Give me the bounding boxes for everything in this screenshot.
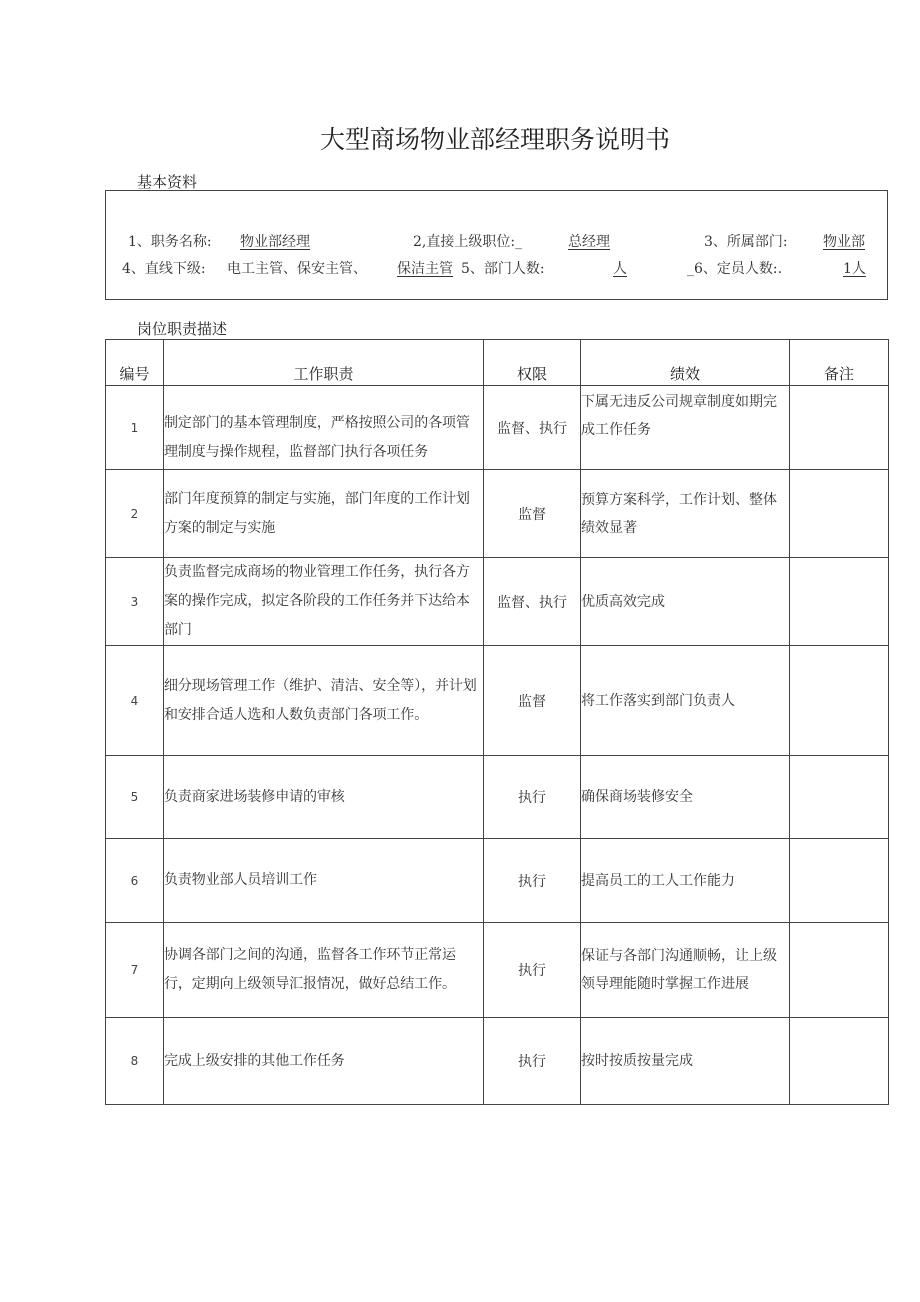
table-row — [106, 923, 889, 1018]
row-performance: 提高员工的工人工作能力 — [581, 839, 790, 923]
table-row — [106, 558, 889, 646]
row-remarks — [790, 558, 889, 646]
row-number: 7 — [106, 923, 164, 1018]
position-name-value: 物业部经理 — [240, 234, 310, 250]
subordinates-label: 4、直线下级: — [122, 261, 206, 277]
row-number: 3 — [106, 558, 164, 646]
row-authority: 执行 — [484, 839, 581, 923]
row-performance: 保证与各部门沟通顺畅，让上级领导理能随时掌握工作进展 — [581, 923, 790, 1018]
row-remarks — [790, 839, 889, 923]
basic-info-box — [105, 190, 888, 300]
row-number: 5 — [106, 756, 164, 839]
row-authority: 执行 — [484, 1018, 581, 1105]
row-performance: 确保商场装修安全 — [581, 756, 790, 839]
row-duty: 负责监督完成商场的物业管理工作任务，执行各方案的操作完成，拟定各阶段的工作任务并下达给本部门 — [164, 558, 484, 646]
quota-label: _6、定员人数:. — [687, 261, 783, 277]
duties-label: 岗位职责描述 — [137, 320, 228, 338]
row-authority: 监督、执行 — [484, 558, 581, 646]
subordinates-value: 电工主管、保安主管、 — [227, 261, 367, 277]
superior-label: 2,直接上级职位:_ — [413, 234, 523, 250]
header-performance: 绩效 — [581, 340, 790, 386]
row-remarks — [790, 470, 889, 558]
row-performance: 将工作落实到部门负责人 — [581, 646, 790, 756]
row-number: 6 — [106, 839, 164, 923]
headcount-label: 5、部门人数: — [461, 261, 545, 277]
table-row — [106, 386, 889, 470]
row-duty: 负责物业部人员培训工作 — [164, 839, 484, 923]
quota-value: 1人 — [843, 261, 866, 277]
row-performance: 下属无违反公司规章制度如期完成工作任务 — [581, 386, 790, 470]
row-performance: 按时按质按量完成 — [581, 1018, 790, 1105]
row-authority: 监督 — [484, 646, 581, 756]
row-number: 2 — [106, 470, 164, 558]
table-row — [106, 756, 889, 839]
duties-table — [105, 339, 889, 1105]
basic-info-label: 基本资料 — [137, 173, 198, 191]
row-duty: 负责商家进场装修申请的审核 — [164, 756, 484, 839]
table-row — [106, 646, 889, 756]
row-number: 8 — [106, 1018, 164, 1105]
row-number: 4 — [106, 646, 164, 756]
document-title: 大型商场物业部经理职务说明书 — [319, 125, 670, 154]
row-duty: 完成上级安排的其他工作任务 — [164, 1018, 484, 1105]
table-row — [106, 1018, 889, 1105]
department-value: 物业部 — [823, 234, 865, 250]
row-authority: 监督 — [484, 470, 581, 558]
row-authority: 监督、执行 — [484, 386, 581, 470]
header-remarks: 备注 — [790, 340, 889, 386]
row-remarks — [790, 923, 889, 1018]
superior-value: 总经理 — [568, 234, 610, 250]
department-label: 3、所属部门: — [704, 234, 788, 250]
row-authority: 执行 — [484, 923, 581, 1018]
row-number: 1 — [106, 386, 164, 470]
row-authority: 执行 — [484, 756, 581, 839]
row-performance: 优质高效完成 — [581, 558, 790, 646]
row-duty: 制定部门的基本管理制度，严格按照公司的各项管理制度与操作规程，监督部门执行各项任务 — [164, 386, 484, 470]
row-performance: 预算方案科学，工作计划、整体绩效显著 — [581, 470, 790, 558]
headcount-value: 人 — [613, 261, 627, 277]
header-authority: 权限 — [484, 340, 581, 386]
row-duty: 协调各部门之间的沟通，监督各工作环节正常运行，定期向上级领导汇报情况，做好总结工作。 — [164, 923, 484, 1018]
table-header-row — [106, 340, 889, 386]
header-duty: 工作职责 — [164, 340, 484, 386]
row-remarks — [790, 1018, 889, 1105]
row-remarks — [790, 756, 889, 839]
row-remarks — [790, 646, 889, 756]
row-duty: 部门年度预算的制定与实施，部门年度的工作计划方案的制定与实施 — [164, 470, 484, 558]
row-remarks — [790, 386, 889, 470]
header-number: 编号 — [106, 340, 164, 386]
row-duty: 细分现场管理工作（维护、清洁、安全等），并计划和安排合适人选和人数负责部门各项工作。 — [164, 646, 484, 756]
position-name-label: 1、职务名称: — [128, 234, 212, 250]
table-row — [106, 839, 889, 923]
table-row — [106, 470, 889, 558]
subordinates-value-underlined: 保洁主管 — [397, 261, 453, 277]
